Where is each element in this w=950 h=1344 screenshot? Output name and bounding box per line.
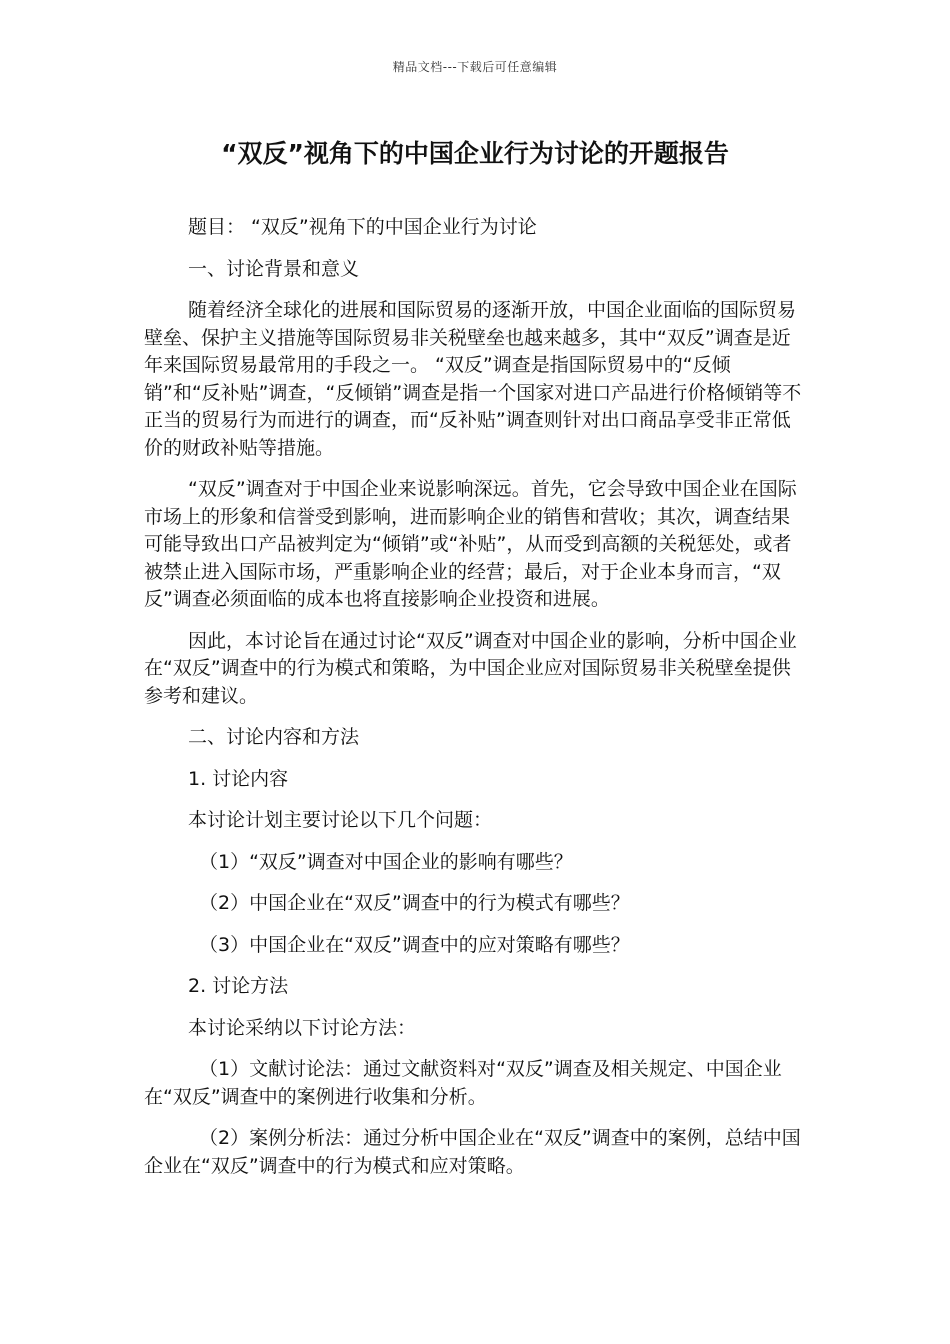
method-item-1: （1）文献讨论法：通过文献资料对“双反”调查及相关规定、中国企业在“双反”调查中的案例进行收集和分析。: [144, 1058, 782, 1108]
document-body: [144, 214, 804, 1194]
method-item-2: （2）案例分析法：通过分析中国企业在“双反”调查中的案例，总结中国企业在“双反”调查中的行为模式和应对策略。: [144, 1127, 801, 1177]
section-heading-content-method: 二、讨论内容和方法: [188, 726, 360, 748]
question-item-1: （1）“双反”调查对中国企业的影响有哪些？: [199, 850, 573, 873]
question-item-3: （3）中国企业在“双反”调查中的应对策略有哪些？: [199, 933, 630, 956]
background-paragraph-2: “双反”调查对于中国企业来说影响深远。首先，它会导致中国企业在国际市场上的形象和信誉受到影响，进而影响企业的销售和营收；其次，调查结果可能导致出口产品被判定为“倾销”或“补贴”，从而受到高额的关税惩处，或者被禁止进入国际市场，严重影响企业的经营；最后，对于企业本身而言，“双反”调查必须面临的成本也将直接影响企业投资和进展。: [144, 478, 797, 610]
question-item-2: （2）中国企业在“双反”调查中的行为模式有哪些？: [199, 892, 630, 914]
page-header-note: 精品文档---下载后可任意编辑: [392, 60, 558, 74]
document-title: “双反”视角下的中国企业行为讨论的开题报告: [221, 139, 729, 168]
subsection-heading-method: 2. 讨论方法: [188, 975, 289, 997]
background-paragraph-3: 因此，本讨论旨在通过讨论“双反”调查对中国企业的影响，分析中国企业在“双反”调查中的行为模式和策略，为中国企业应对国际贸易非关税壁垒提供参考和建议。: [144, 629, 797, 707]
content-intro: 本讨论计划主要讨论以下几个问题：: [188, 809, 493, 831]
subsection-heading-content: 1. 讨论内容: [188, 767, 289, 790]
topic-line: 题目： “双反”视角下的中国企业行为讨论: [188, 216, 537, 238]
section-heading-background: 一、讨论背景和意义: [188, 257, 360, 280]
method-intro: 本讨论采纳以下讨论方法：: [188, 1016, 417, 1039]
background-paragraph-1: 随着经济全球化的进展和国际贸易的逐渐开放，中国企业面临的国际贸易壁垒、保护主义措施等国际贸易非关税壁垒也越来越多，其中“双反”调查是近年来国际贸易最常用的手段之一。 “双反”调查是指国际贸易中的“反倾销”和“反补贴”调查，“反倾销”调查是指一个国家对进口产品进行价格倾销等不正当的贸易行为而进行的调查，而“反补贴”调查则针对出口商品享受非正常低价的财政补贴等措施。: [144, 299, 802, 459]
